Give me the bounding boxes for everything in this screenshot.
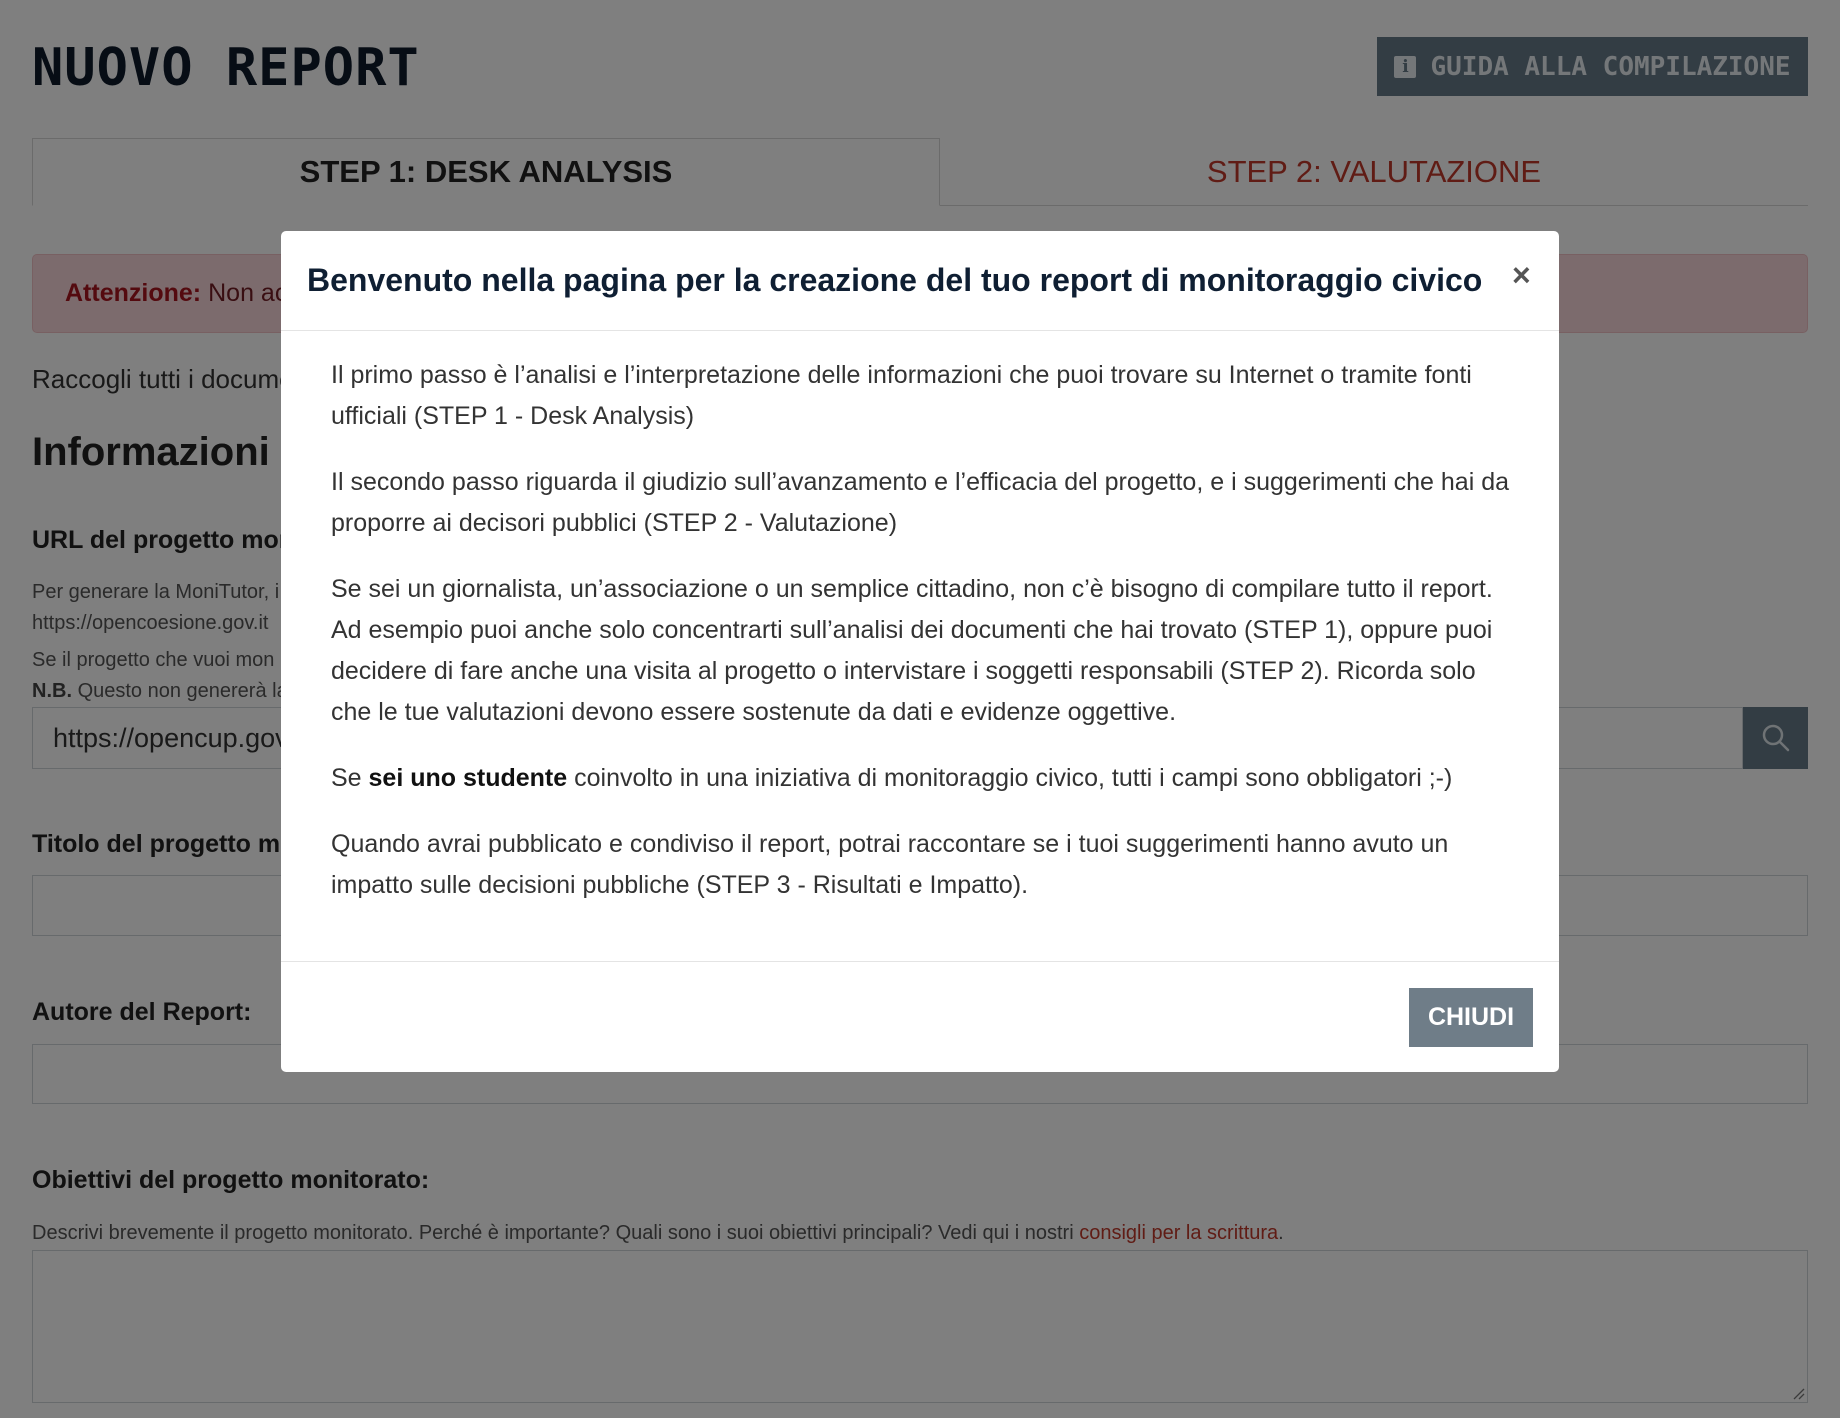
welcome-modal (281, 231, 1559, 1072)
modal-paragraph-4 (331, 758, 1521, 799)
p4-pre: Se (331, 764, 369, 792)
modal-paragraph-5: Quando avrai pubblicato e condiviso il report, potrai raccontare se i tuoi suggerimenti hanno avuto un impatto sulle decisioni pubbliche (STEP 3 - Risultati e Impatto). (331, 830, 1449, 899)
modal-title: Benvenuto nella pagina per la creazione del tuo report di monitoraggio civico (307, 262, 1483, 298)
modal-paragraph-3: Se sei un giornalista, un’associazione o un semplice cittadino, non c’è bisogno di compilare tutto il report. Ad esempio puoi anche solo concentrarti sull’analisi dei documenti che hai trovato (STEP 1), oppure puoi decidere di fare anche una visita al progetto o intervistare i soggetti responsabili (STEP 2). Ricorda solo che le tue valutazioni devono essere sostenute da dati e evidenze oggettive. (331, 575, 1493, 726)
close-button[interactable]: CHIUDI (1409, 988, 1533, 1047)
modal-header (281, 231, 1559, 331)
modal-body (331, 355, 1521, 931)
p4-post: coinvolto in una iniziativa di monitoraggio civico, tutti i campi sono obbligatori ;-) (567, 764, 1453, 792)
p4-bold: sei uno studente (368, 764, 568, 792)
modal-paragraph-2: Il secondo passo riguarda il giudizio sull’avanzamento e l’efficacia del progetto, e i suggerimenti che hai da proporre ai decisori pubblici (STEP 2 - Valutazione) (331, 468, 1510, 537)
modal-footer (281, 961, 1559, 1072)
close-icon[interactable]: × (1512, 257, 1531, 293)
modal-paragraph-1: Il primo passo è l’analisi e l’interpretazione delle informazioni che puoi trovare su Internet o tramite fonti ufficiali (STEP 1 - Desk Analysis) (331, 361, 1472, 430)
